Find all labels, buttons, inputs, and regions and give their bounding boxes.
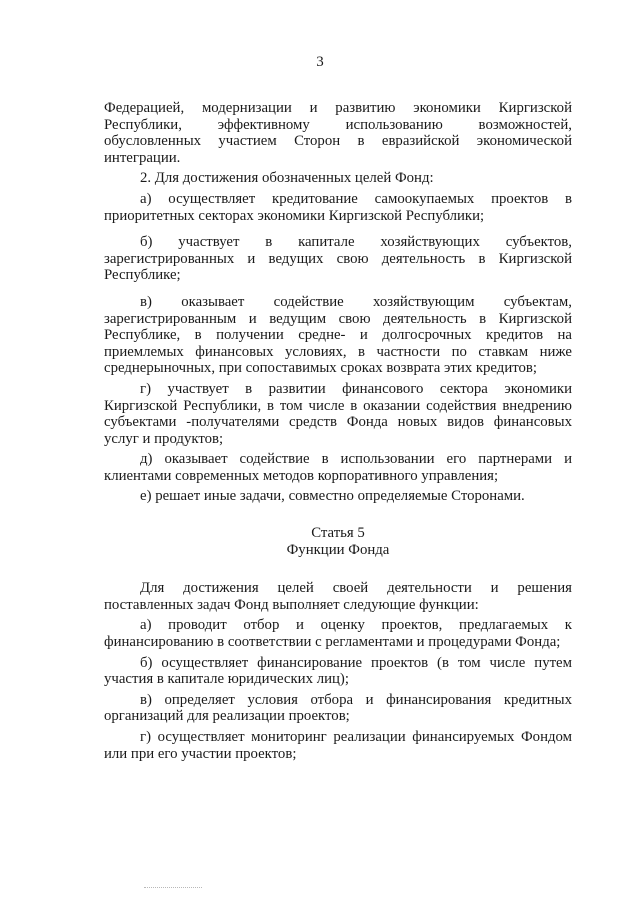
list-item-a: а) осуществляет кредитование самоокупаемых проектов в приоритетных секторах экономики Киргизской Республики; [104, 190, 572, 224]
list-item-e: д) оказывает содействие в использовании его партнерами и клиентами современных методов корпоративного управления; [104, 451, 572, 484]
scan-artifact [144, 887, 202, 890]
page-number: 3 [316, 54, 324, 70]
list-item-f: е) решает иные задачи, совместно определяемые Сторонами. [140, 488, 525, 505]
article-number: Статья 5 [311, 525, 365, 542]
function-item-b: б) осуществляет финансирование проектов (в том числе путем участия в капитале юридических лиц); [104, 654, 572, 688]
article-title: Функции Фонда [286, 541, 390, 558]
function-item-c: в) определяет условия отбора и финансирования кредитных организаций для реализации проектов; [104, 691, 572, 725]
document-body [104, 100, 572, 762]
paragraph-functions-intro: Для достижения целей своей деятельности и решения поставленных задач Фонд выполняет следующие функции: [104, 580, 572, 613]
paragraph-continuation: Федерацией, модернизации и развитию экономики Киргизской Республики, эффективному использованию возможностей, обусловленных участием Сторон в евразийской экономической интеграции. [104, 100, 572, 166]
list-item-b: б) участвует в капитале хозяйствующих субъектов, зарегистрированных и ведущих свою деятельность в Киргизской Республике; [104, 234, 572, 284]
function-item-d: г) осуществляет мониторинг реализации финансируемых Фондом или при его участии проектов; [104, 729, 572, 762]
paragraph-goals-intro: 2. Для достижения обозначенных целей Фонд: [140, 170, 434, 187]
list-item-d: г) участвует в развитии финансового сектора экономики Киргизской Республики, в том числе в оказании содействия внедрению субъектами -получателями средств Фонда новых видов финансовых услуг и продуктов; [104, 380, 572, 447]
function-item-a: а) проводит отбор и оценку проектов, предлагаемых к финансированию в соответствии с регламентами и процедурами Фонда; [104, 617, 572, 651]
list-item-c: в) оказывает содействие хозяйствующим субъектам, зарегистрированным и ведущим свою деятельность в Киргизской Республике, в получении средне- и долгосрочных кредитов на приемлемых финансовых условиях, в частности по ставкам ниже среднерыночных, при сопоставимых сроках возврата этих кредитов; [104, 293, 572, 377]
